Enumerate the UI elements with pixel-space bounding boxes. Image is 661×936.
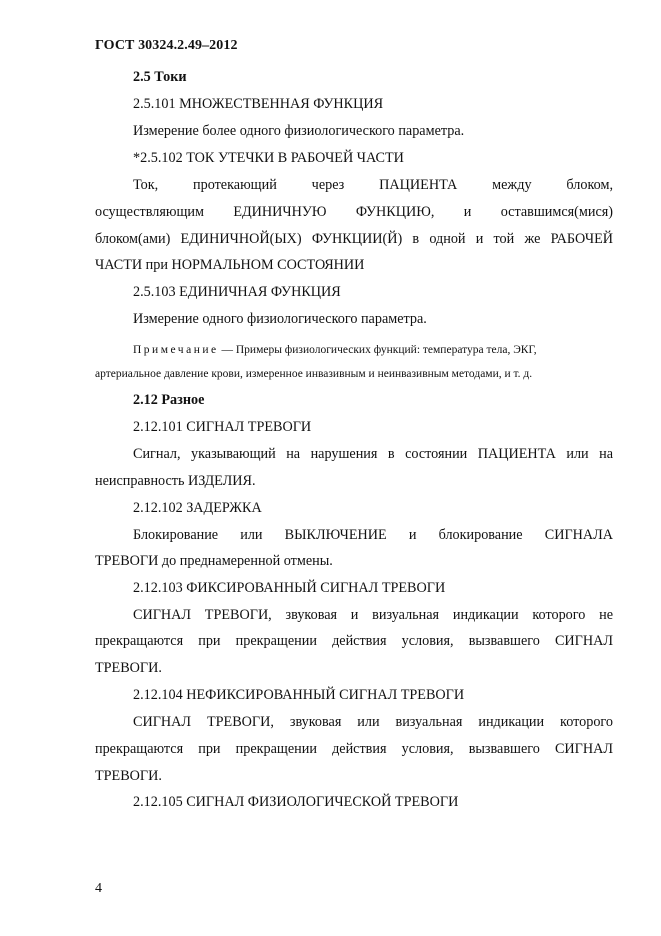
page-number: 4 xyxy=(95,881,102,896)
term-heading: *2.5.102 ТОК УТЕЧКИ В РАБОЧЕЙ ЧАСТИ xyxy=(133,150,404,166)
definition-text: СИГНАЛ ТРЕВОГИ, звуковая или визуальная индикации которого xyxy=(133,714,613,730)
term-heading: 2.5.101 МНОЖЕСТВЕННАЯ ФУНКЦИЯ xyxy=(133,96,384,112)
term-heading: 2.12.102 ЗАДЕРЖКА xyxy=(133,500,262,516)
section-heading: 2.5 Токи xyxy=(133,69,187,85)
term-heading: 2.12.104 НЕФИКСИРОВАННЫЙ СИГНАЛ ТРЕВОГИ xyxy=(133,687,465,703)
definition-text: Ток, протекающий через ПАЦИЕНТА между блоком, xyxy=(133,177,613,193)
standard-header: ГОСТ 30324.2.49–2012 xyxy=(95,38,238,53)
definition-text: прекращаются при прекращении действия условия, вызвавшего СИГНАЛ xyxy=(95,741,613,757)
definition-text: ТРЕВОГИ. xyxy=(95,660,162,676)
definition-text: Сигнал, указывающий на нарушения в состоянии ПАЦИЕНТА или на xyxy=(133,446,613,462)
note-line: артериальное давление крови, измеренное инвазивным и неинвазивным методами, и т. д. xyxy=(95,368,533,380)
note-line xyxy=(133,341,613,359)
definition-text: прекращаются при прекращении действия условия, вызвавшего СИГНАЛ xyxy=(95,633,613,649)
section-heading: 2.12 Разное xyxy=(133,392,205,408)
definition-text: Блокирование или ВЫКЛЮЧЕНИЕ и блокирование СИГНАЛА xyxy=(133,527,613,543)
note-text: — Примеры физиологических функций: температура тела, ЭКГ, xyxy=(218,344,537,356)
definition-text: Измерение одного физиологического параметра. xyxy=(133,311,427,327)
term-heading: 2.12.105 СИГНАЛ ФИЗИОЛОГИЧЕСКОЙ ТРЕВОГИ xyxy=(133,794,459,810)
definition-text: Измерение более одного физиологического параметра. xyxy=(133,123,465,139)
note-label: Примечание xyxy=(133,344,219,356)
definition-text: СИГНАЛ ТРЕВОГИ, звуковая и визуальная индикации которого не xyxy=(133,607,613,623)
term-heading: 2.5.103 ЕДИНИЧНАЯ ФУНКЦИЯ xyxy=(133,284,341,300)
definition-text: ЧАСТИ при НОРМАЛЬНОМ СОСТОЯНИИ xyxy=(95,257,365,273)
definition-text: неисправность ИЗДЕЛИЯ. xyxy=(95,473,256,489)
definition-text: осуществляющим ЕДИНИЧНУЮ ФУНКЦИЮ, и оставшимся(мися) xyxy=(95,204,613,220)
definition-text: ТРЕВОГИ. xyxy=(95,768,162,784)
term-heading: 2.12.101 СИГНАЛ ТРЕВОГИ xyxy=(133,419,312,435)
definition-text: блоком(ами) ЕДИНИЧНОЙ(ЫХ) ФУНКЦИИ(Й) в одной и той же РАБОЧЕЙ xyxy=(95,231,613,247)
definition-text: ТРЕВОГИ до преднамеренной отмены. xyxy=(95,553,333,569)
term-heading: 2.12.103 ФИКСИРОВАННЫЙ СИГНАЛ ТРЕВОГИ xyxy=(133,580,446,596)
